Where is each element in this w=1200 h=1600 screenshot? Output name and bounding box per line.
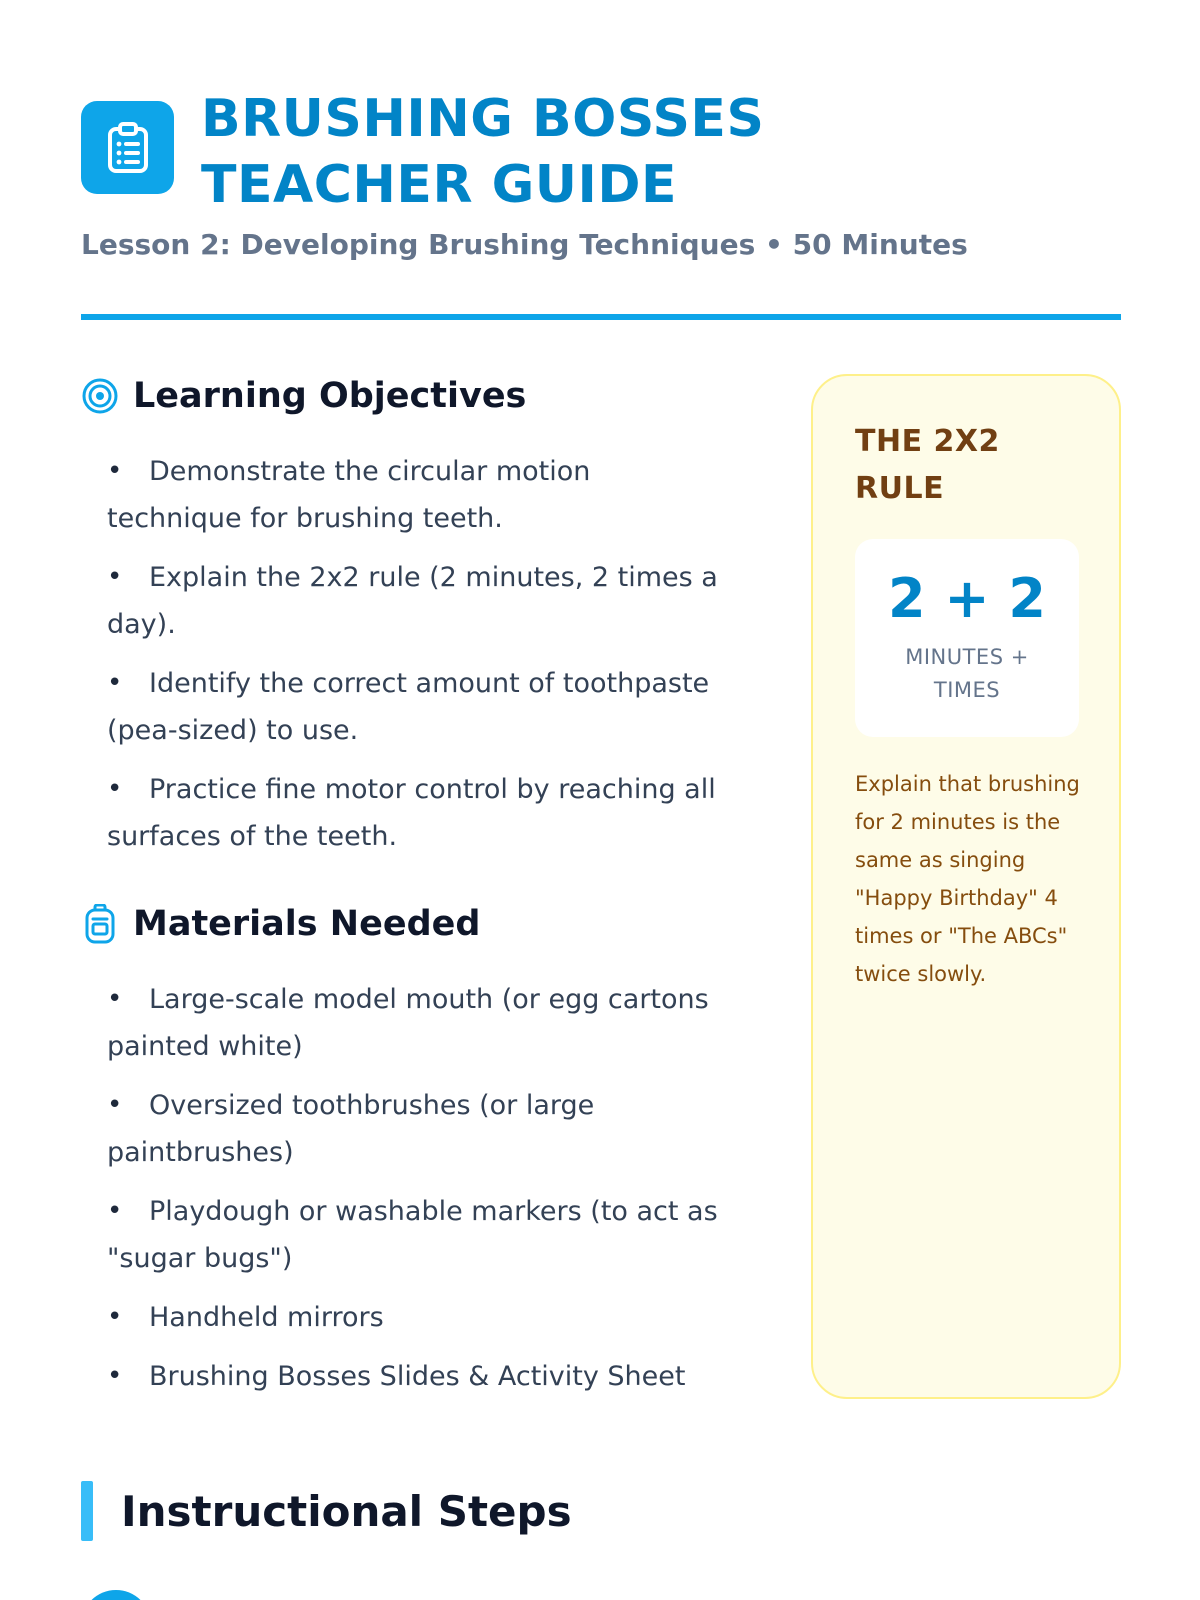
page-title <box>201 86 1101 218</box>
list-item: • Handheld mirrors <box>107 1294 727 1341</box>
objectives-heading <box>81 376 526 416</box>
list-item: • Oversized toothbrushes (or large paintbrushes) <box>107 1082 727 1176</box>
title-line-1: BRUSHING BOSSES <box>201 89 765 149</box>
materials-list <box>107 976 727 1412</box>
steps-title: Instructional Steps <box>121 1486 572 1536</box>
target-icon <box>81 377 119 415</box>
title-line-2: TEACHER GUIDE <box>201 155 678 215</box>
materials-title: Materials Needed <box>133 904 481 944</box>
clipboard-icon <box>106 122 150 174</box>
steps-heading <box>81 1481 572 1541</box>
list-item: • Practice fine motor control by reaching all surfaces of the teeth. <box>107 766 727 860</box>
list-item: • Large-scale model mouth (or egg cartons painted white) <box>107 976 727 1070</box>
list-item: • Identify the correct amount of toothpaste (pea-sized) to use. <box>107 660 727 754</box>
step-number-badge <box>81 1590 151 1600</box>
list-item: • Brushing Bosses Slides & Activity Sheet <box>107 1353 727 1400</box>
list-item: • Demonstrate the circular motion technique for brushing teeth. <box>107 448 727 542</box>
objectives-list <box>107 448 727 872</box>
rule-callout-card <box>811 374 1121 1399</box>
objectives-title: Learning Objectives <box>133 376 527 416</box>
materials-heading <box>81 904 480 944</box>
list-item: • Explain the 2x2 rule (2 minutes, 2 times a day). <box>107 554 727 648</box>
steps-accent-bar <box>81 1481 93 1541</box>
header-divider <box>81 314 1121 320</box>
callout-big-value: 2 + 2 <box>888 567 1046 630</box>
header-logo <box>81 101 174 194</box>
backpack-icon <box>81 905 119 943</box>
callout-note: Explain that brushing for 2 minutes is the same as singing "Happy Birthday" 4 times or "The ABCs" twice slowly. <box>855 772 1080 986</box>
callout-small-label: MINUTES + TIMES <box>905 645 1029 702</box>
callout-title: THE 2X2 RULE <box>855 424 1000 506</box>
lesson-subtitle: Lesson 2: Developing Brushing Techniques • 50 Minutes <box>81 228 968 261</box>
list-item: • Playdough or washable markers (to act as "sugar bugs") <box>107 1188 727 1282</box>
callout-stat-box <box>855 539 1079 737</box>
